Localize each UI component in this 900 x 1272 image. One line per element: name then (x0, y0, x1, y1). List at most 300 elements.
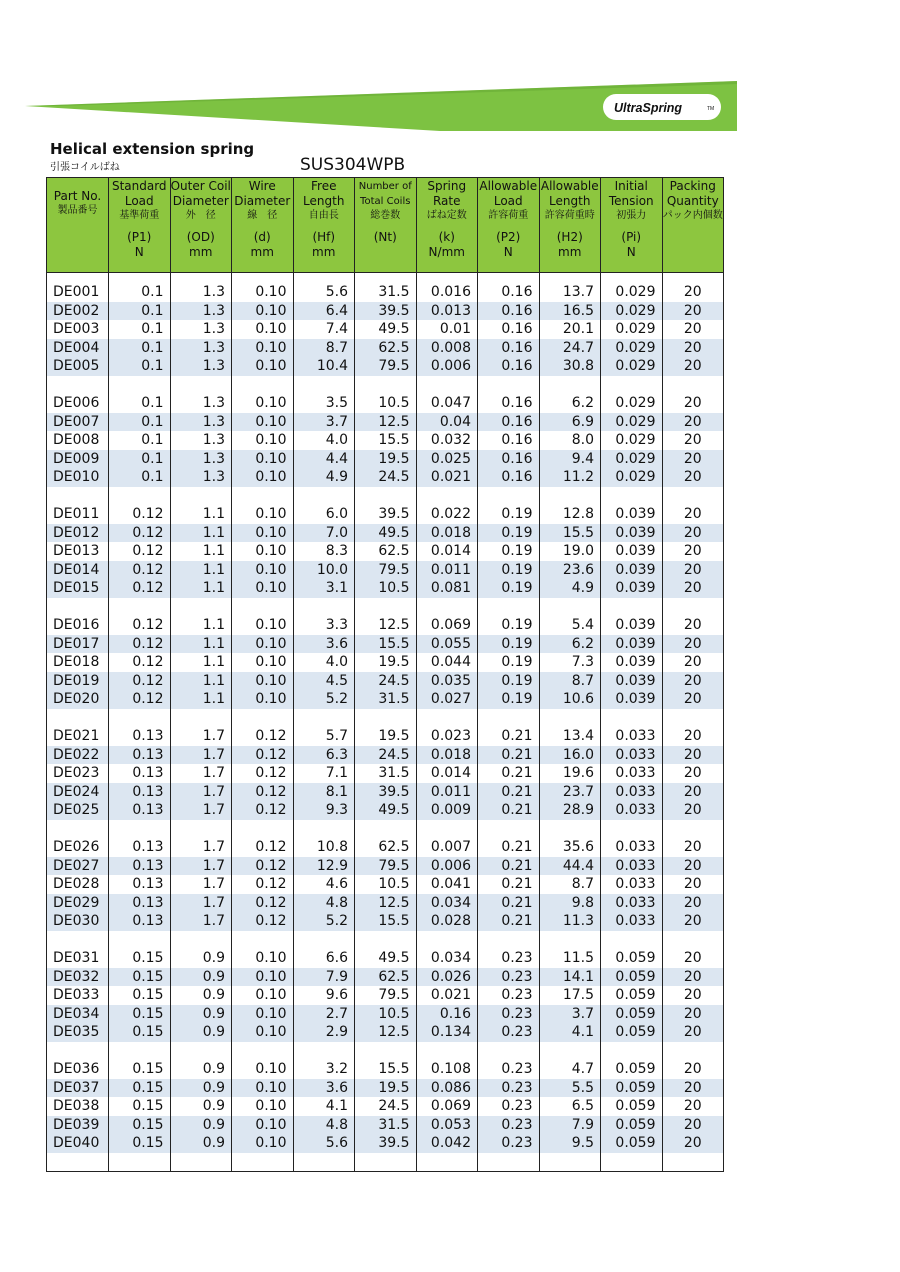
column-header-col-7 (478, 178, 540, 273)
value-cell: 0.15 (109, 968, 171, 987)
value-cell: 0.12 (109, 505, 171, 524)
value-cell: 0.21 (478, 764, 540, 783)
spacer-cell (539, 1042, 601, 1061)
header-label-japanese: 自由長 (308, 210, 339, 221)
spacer-cell (662, 931, 724, 950)
value-cell: 0.1 (109, 450, 171, 469)
value-cell: 0.16 (478, 302, 540, 321)
spacer-cell (478, 709, 540, 728)
spacer-cell (662, 1042, 724, 1061)
table-row (47, 542, 724, 561)
value-cell: 12.5 (355, 894, 417, 913)
header-unit: mm (189, 245, 213, 259)
value-cell: 49.5 (355, 320, 417, 339)
table-row (47, 764, 724, 783)
spacer-cell (170, 820, 232, 839)
header-label-japanese: 製品番号 (57, 205, 98, 216)
header-label-japanese: 許容荷重 (488, 210, 529, 221)
value-cell: 0.21 (478, 727, 540, 746)
value-cell: 0.027 (416, 690, 478, 709)
value-cell: 8.7 (293, 339, 355, 358)
value-cell: 0.059 (601, 986, 663, 1005)
header-label: Allowable Length (540, 179, 599, 208)
table-row (47, 431, 724, 450)
value-cell: 10.5 (355, 875, 417, 894)
value-cell: 0.029 (601, 357, 663, 376)
part-number-cell: DE037 (47, 1079, 109, 1098)
value-cell: 24.5 (355, 1097, 417, 1116)
value-cell: 20 (662, 949, 724, 968)
value-cell: 0.059 (601, 1005, 663, 1024)
value-cell: 9.6 (293, 986, 355, 1005)
value-cell: 0.10 (232, 505, 294, 524)
value-cell: 24.7 (539, 339, 601, 358)
spacer-cell (109, 598, 171, 617)
value-cell: 20 (662, 320, 724, 339)
value-cell: 20 (662, 450, 724, 469)
value-cell: 0.10 (232, 1005, 294, 1024)
spacer-cell (416, 1153, 478, 1172)
value-cell: 0.10 (232, 320, 294, 339)
table-row (47, 339, 724, 358)
value-cell: 0.006 (416, 857, 478, 876)
value-cell: 6.0 (293, 505, 355, 524)
table-row (47, 690, 724, 709)
value-cell: 0.069 (416, 616, 478, 635)
value-cell: 49.5 (355, 949, 417, 968)
value-cell: 20 (662, 339, 724, 358)
value-cell: 19.0 (539, 542, 601, 561)
spacer-cell (293, 820, 355, 839)
value-cell: 20 (662, 838, 724, 857)
value-cell: 20 (662, 357, 724, 376)
value-cell: 1.7 (170, 857, 232, 876)
spacer-cell (539, 376, 601, 395)
value-cell: 0.21 (478, 783, 540, 802)
value-cell: 0.12 (232, 838, 294, 857)
spacer-cell (355, 1042, 417, 1061)
part-number-cell: DE032 (47, 968, 109, 987)
value-cell: 0.033 (601, 894, 663, 913)
value-cell: 13.7 (539, 283, 601, 302)
value-cell: 0.19 (478, 653, 540, 672)
spacer-cell (47, 273, 109, 284)
value-cell: 0.033 (601, 801, 663, 820)
part-number-cell: DE035 (47, 1023, 109, 1042)
value-cell: 0.009 (416, 801, 478, 820)
part-number-cell: DE005 (47, 357, 109, 376)
value-cell: 12.9 (293, 857, 355, 876)
table-row (47, 968, 724, 987)
value-cell: 0.044 (416, 653, 478, 672)
part-number-cell: DE009 (47, 450, 109, 469)
header-symbol: (P1) (127, 230, 152, 244)
value-cell: 30.8 (539, 357, 601, 376)
value-cell: 6.2 (539, 394, 601, 413)
value-cell: 1.3 (170, 283, 232, 302)
part-number-cell: DE021 (47, 727, 109, 746)
value-cell: 0.008 (416, 339, 478, 358)
value-cell: 1.7 (170, 875, 232, 894)
spacer-cell (109, 709, 171, 728)
value-cell: 0.13 (109, 746, 171, 765)
value-cell: 0.12 (109, 653, 171, 672)
value-cell: 0.086 (416, 1079, 478, 1098)
header-label-japanese: 基準荷重 (119, 210, 160, 221)
value-cell: 0.23 (478, 1023, 540, 1042)
value-cell: 0.10 (232, 394, 294, 413)
spacer-cell (293, 1042, 355, 1061)
value-cell: 11.5 (539, 949, 601, 968)
spacer-cell (601, 931, 663, 950)
part-number-cell: DE016 (47, 616, 109, 635)
spacer-cell (232, 1042, 294, 1061)
spacer-cell (232, 487, 294, 506)
spacer-cell (355, 709, 417, 728)
value-cell: 0.15 (109, 1097, 171, 1116)
value-cell: 0.12 (232, 746, 294, 765)
ultraspring-logo (603, 94, 721, 120)
spacer-cell (416, 1042, 478, 1061)
value-cell: 0.13 (109, 894, 171, 913)
value-cell: 20 (662, 616, 724, 635)
table-row (47, 1097, 724, 1116)
header-label-japanese: 外 径 (185, 210, 216, 221)
part-number-cell: DE018 (47, 653, 109, 672)
value-cell: 1.1 (170, 579, 232, 598)
header-label: Part No. (53, 189, 102, 203)
value-cell: 3.6 (293, 1079, 355, 1098)
table-row (47, 1005, 724, 1024)
spacer-cell (478, 598, 540, 617)
spacer-cell (232, 931, 294, 950)
value-cell: 0.016 (416, 283, 478, 302)
table-row (47, 635, 724, 654)
header-label-japanese: ばね定数 (426, 210, 467, 221)
value-cell: 20 (662, 1060, 724, 1079)
value-cell: 0.10 (232, 524, 294, 543)
spacer-cell (539, 820, 601, 839)
spacer-cell (601, 1042, 663, 1061)
value-cell: 0.039 (601, 542, 663, 561)
value-cell: 0.10 (232, 579, 294, 598)
spacer-cell (355, 931, 417, 950)
value-cell: 1.1 (170, 561, 232, 580)
value-cell: 5.5 (539, 1079, 601, 1098)
part-number-cell: DE029 (47, 894, 109, 913)
value-cell: 0.029 (601, 302, 663, 321)
table-row (47, 413, 724, 432)
value-cell: 20 (662, 431, 724, 450)
value-cell: 0.029 (601, 320, 663, 339)
spacer-cell (293, 931, 355, 950)
value-cell: 0.108 (416, 1060, 478, 1079)
value-cell: 20 (662, 561, 724, 580)
value-cell: 0.10 (232, 1116, 294, 1135)
header-unit: mm (558, 245, 582, 259)
value-cell: 4.5 (293, 672, 355, 691)
value-cell: 3.7 (539, 1005, 601, 1024)
table-body (47, 273, 724, 1172)
column-header-col-1 (109, 178, 171, 273)
value-cell: 1.7 (170, 912, 232, 931)
value-cell: 0.039 (601, 616, 663, 635)
value-cell: 23.6 (539, 561, 601, 580)
part-number-cell: DE014 (47, 561, 109, 580)
value-cell: 0.041 (416, 875, 478, 894)
spacer-cell (232, 598, 294, 617)
spring-spec-table (46, 177, 724, 1172)
header-symbol: (k) (438, 230, 455, 244)
page-title-japanese: 引張コイルばね (50, 162, 120, 173)
value-cell: 0.10 (232, 949, 294, 968)
value-cell: 0.10 (232, 1023, 294, 1042)
value-cell: 0.19 (478, 672, 540, 691)
value-cell: 24.5 (355, 672, 417, 691)
spacer-cell (355, 376, 417, 395)
value-cell: 20 (662, 894, 724, 913)
value-cell: 20 (662, 542, 724, 561)
value-cell: 39.5 (355, 1134, 417, 1153)
value-cell: 0.059 (601, 949, 663, 968)
spacer-row (47, 487, 724, 506)
value-cell: 0.033 (601, 764, 663, 783)
spacer-cell (601, 1153, 663, 1172)
value-cell: 31.5 (355, 1116, 417, 1135)
value-cell: 0.21 (478, 838, 540, 857)
value-cell: 0.9 (170, 1116, 232, 1135)
spacer-cell (662, 598, 724, 617)
table-row (47, 894, 724, 913)
spacer-row (47, 376, 724, 395)
column-header-col-2 (170, 178, 232, 273)
part-number-cell: DE020 (47, 690, 109, 709)
value-cell: 0.029 (601, 339, 663, 358)
value-cell: 0.007 (416, 838, 478, 857)
value-cell: 20 (662, 783, 724, 802)
value-cell: 0.10 (232, 672, 294, 691)
spacer-cell (355, 1153, 417, 1172)
value-cell: 15.5 (355, 912, 417, 931)
value-cell: 0.12 (232, 727, 294, 746)
value-cell: 3.7 (293, 413, 355, 432)
value-cell: 0.12 (109, 690, 171, 709)
value-cell: 1.3 (170, 394, 232, 413)
part-number-cell: DE019 (47, 672, 109, 691)
spacer-cell (662, 1153, 724, 1172)
value-cell: 0.12 (109, 635, 171, 654)
spacer-cell (170, 273, 232, 284)
value-cell: 8.7 (539, 672, 601, 691)
value-cell: 0.013 (416, 302, 478, 321)
value-cell: 0.029 (601, 468, 663, 487)
spacer-cell (170, 598, 232, 617)
value-cell: 1.1 (170, 505, 232, 524)
value-cell: 19.5 (355, 727, 417, 746)
spacer-cell (601, 709, 663, 728)
value-cell: 0.018 (416, 746, 478, 765)
value-cell: 0.047 (416, 394, 478, 413)
value-cell: 1.3 (170, 431, 232, 450)
value-cell: 0.13 (109, 764, 171, 783)
value-cell: 0.10 (232, 357, 294, 376)
value-cell: 0.021 (416, 986, 478, 1005)
value-cell: 10.5 (355, 1005, 417, 1024)
header-label: Free Length (303, 179, 345, 208)
value-cell: 0.026 (416, 968, 478, 987)
header-label: Outer Coil Diameter (170, 179, 231, 208)
value-cell: 0.23 (478, 1097, 540, 1116)
value-cell: 0.1 (109, 431, 171, 450)
value-cell: 0.04 (416, 413, 478, 432)
value-cell: 0.022 (416, 505, 478, 524)
value-cell: 0.12 (232, 894, 294, 913)
value-cell: 0.23 (478, 986, 540, 1005)
value-cell: 0.21 (478, 912, 540, 931)
value-cell: 35.6 (539, 838, 601, 857)
spacer-cell (47, 1153, 109, 1172)
spacer-cell (47, 376, 109, 395)
header-label: Allowable Load (479, 179, 538, 208)
value-cell: 62.5 (355, 968, 417, 987)
value-cell: 1.1 (170, 690, 232, 709)
header-unit: mm (312, 245, 336, 259)
value-cell: 7.4 (293, 320, 355, 339)
value-cell: 31.5 (355, 690, 417, 709)
spacer-cell (293, 598, 355, 617)
spacer-cell (293, 709, 355, 728)
value-cell: 0.15 (109, 986, 171, 1005)
spacer-cell (232, 273, 294, 284)
spacer-cell (539, 273, 601, 284)
value-cell: 0.059 (601, 1134, 663, 1153)
value-cell: 0.15 (109, 1023, 171, 1042)
header-label: Wire Diameter (234, 179, 291, 208)
value-cell: 0.12 (232, 801, 294, 820)
spacer-cell (232, 1153, 294, 1172)
value-cell: 4.9 (539, 579, 601, 598)
header-label: Initial Tension (608, 179, 654, 208)
value-cell: 10.5 (355, 579, 417, 598)
value-cell: 0.10 (232, 561, 294, 580)
value-cell: 20 (662, 875, 724, 894)
part-number-cell: DE008 (47, 431, 109, 450)
spacer-cell (662, 273, 724, 284)
header-symbol: (P2) (496, 230, 521, 244)
value-cell: 0.039 (601, 635, 663, 654)
value-cell: 0.034 (416, 949, 478, 968)
value-cell: 19.5 (355, 653, 417, 672)
value-cell: 4.8 (293, 894, 355, 913)
header-symbol: (Nt) (373, 230, 397, 244)
value-cell: 1.1 (170, 616, 232, 635)
value-cell: 0.12 (232, 875, 294, 894)
value-cell: 0.9 (170, 1134, 232, 1153)
part-number-cell: DE001 (47, 283, 109, 302)
value-cell: 0.039 (601, 653, 663, 672)
part-number-cell: DE038 (47, 1097, 109, 1116)
value-cell: 0.16 (478, 450, 540, 469)
part-number-cell: DE030 (47, 912, 109, 931)
value-cell: 0.033 (601, 857, 663, 876)
value-cell: 0.23 (478, 1116, 540, 1135)
part-number-cell: DE010 (47, 468, 109, 487)
spacer-cell (416, 820, 478, 839)
value-cell: 1.7 (170, 801, 232, 820)
value-cell: 0.032 (416, 431, 478, 450)
value-cell: 15.5 (539, 524, 601, 543)
table-row (47, 912, 724, 931)
table-row (47, 949, 724, 968)
spacer-cell (109, 273, 171, 284)
table-row (47, 1079, 724, 1098)
value-cell: 0.13 (109, 783, 171, 802)
value-cell: 0.19 (478, 635, 540, 654)
value-cell: 0.10 (232, 1079, 294, 1098)
value-cell: 39.5 (355, 302, 417, 321)
value-cell: 0.042 (416, 1134, 478, 1153)
value-cell: 4.8 (293, 1116, 355, 1135)
value-cell: 20 (662, 986, 724, 1005)
table-row (47, 857, 724, 876)
spacer-cell (355, 598, 417, 617)
table-row (47, 875, 724, 894)
value-cell: 11.2 (539, 468, 601, 487)
value-cell: 0.018 (416, 524, 478, 543)
value-cell: 0.16 (478, 339, 540, 358)
table-row (47, 838, 724, 857)
value-cell: 14.1 (539, 968, 601, 987)
value-cell: 20 (662, 1023, 724, 1042)
value-cell: 0.16 (416, 1005, 478, 1024)
spacer-cell (232, 709, 294, 728)
spacer-cell (478, 931, 540, 950)
value-cell: 0.1 (109, 357, 171, 376)
value-cell: 15.5 (355, 431, 417, 450)
value-cell: 0.12 (232, 764, 294, 783)
value-cell: 8.3 (293, 542, 355, 561)
spacer-cell (416, 376, 478, 395)
spacer-cell (478, 376, 540, 395)
value-cell: 0.039 (601, 561, 663, 580)
table-row (47, 1134, 724, 1153)
value-cell: 31.5 (355, 283, 417, 302)
value-cell: 20.1 (539, 320, 601, 339)
spacer-cell (416, 273, 478, 284)
part-number-cell: DE015 (47, 579, 109, 598)
material-grade: SUS304WPB (300, 155, 406, 175)
spacer-cell (170, 487, 232, 506)
column-header-part-no (47, 178, 109, 273)
value-cell: 0.10 (232, 450, 294, 469)
value-cell: 0.10 (232, 690, 294, 709)
value-cell: 0.1 (109, 302, 171, 321)
header-unit: N (626, 245, 636, 259)
value-cell: 0.10 (232, 339, 294, 358)
value-cell: 4.1 (293, 1097, 355, 1116)
spacer-cell (293, 376, 355, 395)
spacer-cell (47, 709, 109, 728)
value-cell: 0.19 (478, 579, 540, 598)
value-cell: 20 (662, 302, 724, 321)
value-cell: 0.059 (601, 1116, 663, 1135)
value-cell: 0.10 (232, 468, 294, 487)
spacer-cell (109, 487, 171, 506)
value-cell: 1.3 (170, 413, 232, 432)
value-cell: 0.15 (109, 1116, 171, 1135)
part-number-cell: DE028 (47, 875, 109, 894)
spacer-cell (232, 376, 294, 395)
